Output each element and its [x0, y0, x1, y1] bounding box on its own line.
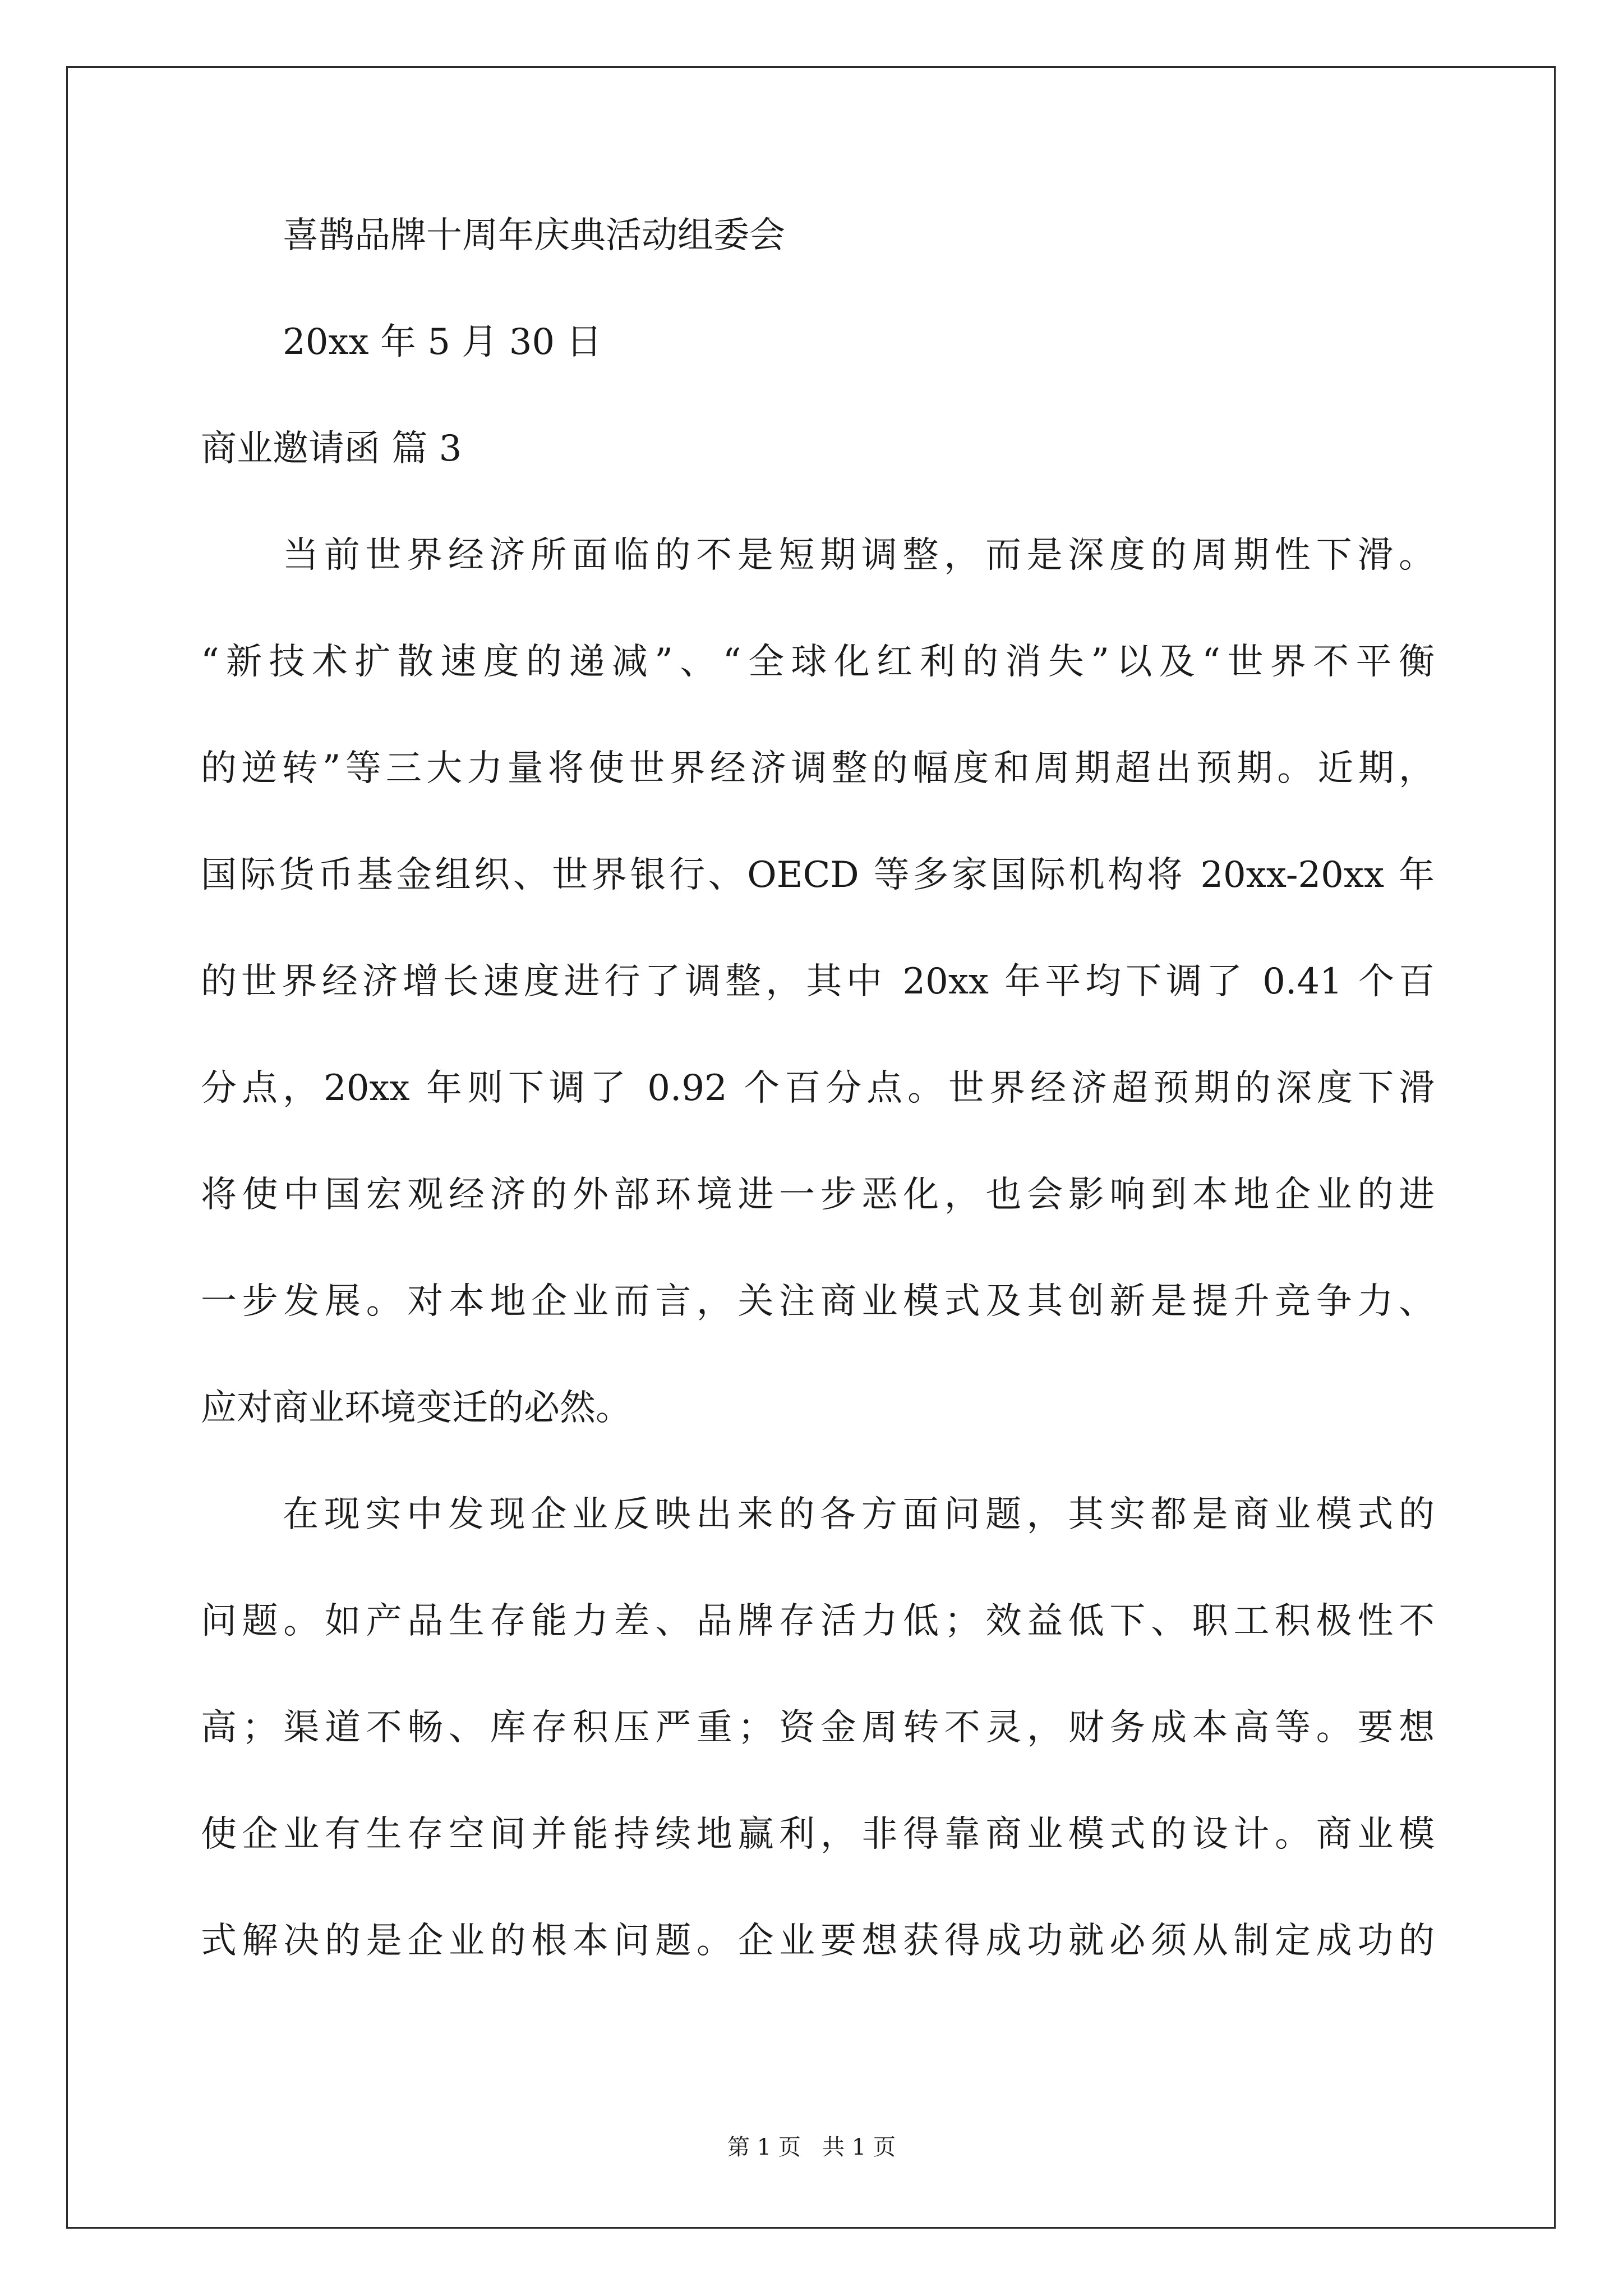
paragraph-2	[201, 1489, 1435, 2022]
paragraph-line: 将使中国宏观经济的外部环境进一步恶化，也会影响到本地企业的进	[201, 1174, 1435, 1216]
paragraph-line: 使企业有生存空间并能持续地赢利，非得靠商业模式的设计。商业模	[201, 1814, 1435, 1855]
paragraph-line: 国际货币基金组织、世界银行、OECD 等多家国际机构将 20xx-20xx 年	[201, 854, 1435, 896]
paragraph-line: 的世界经济增长速度进行了调整，其中 20xx 年平均下调了 0.41 个百	[201, 961, 1435, 1002]
document-body	[201, 210, 1435, 2022]
paragraph-line: 分点，20xx 年则下调了 0.92 个百分点。世界经济超预期的深度下滑	[201, 1068, 1435, 1109]
page-number-footer: 第 1 页 共 1 页	[727, 2134, 896, 2160]
section-title: 商业邀请函 篇 3	[201, 428, 462, 470]
paragraph-line: 应对商业环境变迁的必然。	[201, 1387, 631, 1429]
paragraph-line: 当前世界经济所面临的不是短期调整，而是深度的周期性下滑。	[283, 535, 1435, 576]
paragraph-line: 高；渠道不畅、库存积压严重；资金周转不灵，财务成本高等。要想	[201, 1707, 1435, 1749]
date-line: 20xx 年 5 月 30 日	[283, 321, 602, 363]
organizer-line: 喜鹊品牌十周年庆典活动组委会	[283, 215, 785, 256]
paragraph-line: 问题。如产品生存能力差、品牌存活力低；效益低下、职工积极性不	[201, 1600, 1435, 1642]
paragraph-line: 在现实中发现企业反映出来的各方面问题，其实都是商业模式的	[283, 1494, 1435, 1535]
paragraph-line: 式解决的是企业的根本问题。企业要想获得成功就必须从制定成功的	[201, 1920, 1435, 1962]
paragraph-line: 的逆转”等三大力量将使世界经济调整的幅度和周期超出预期。近期，	[201, 748, 1435, 789]
paragraph-1	[201, 530, 1435, 1489]
paragraph-line: “新技术扩散速度的递减”、“全球化红利的消失”以及“世界不平衡	[201, 641, 1435, 683]
paragraph-line: 一步发展。对本地企业而言，关注商业模式及其创新是提升竞争力、	[201, 1281, 1435, 1322]
